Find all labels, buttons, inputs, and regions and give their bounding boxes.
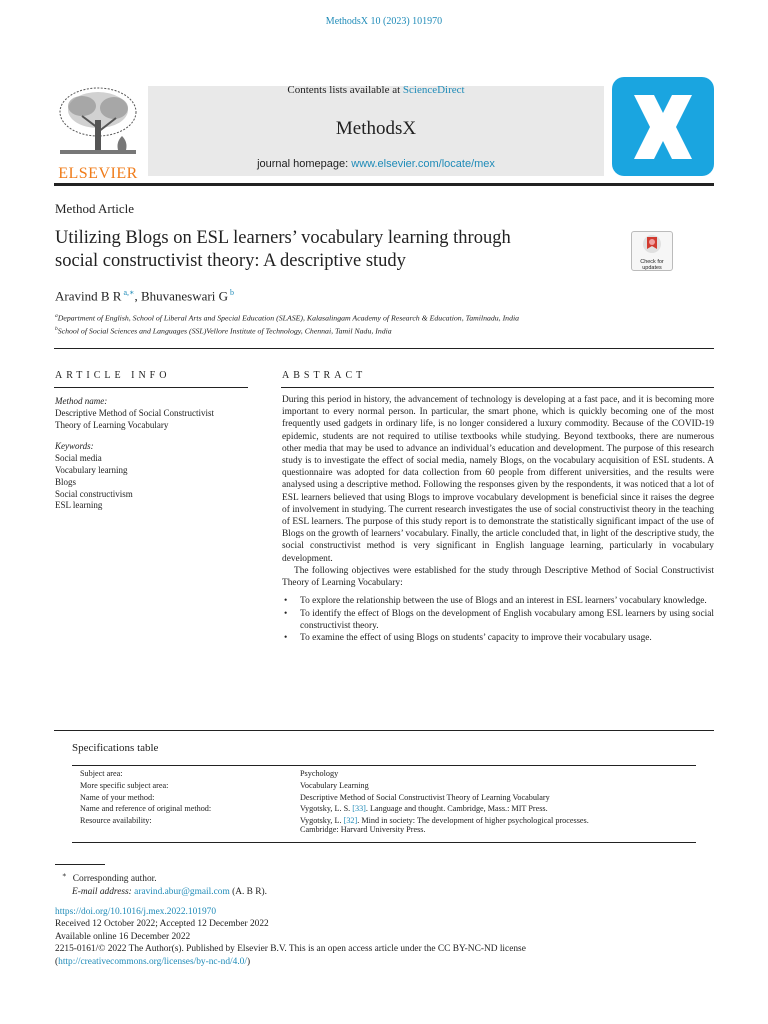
method-name-line: Descriptive Method of Social Constructivist — [55, 407, 214, 418]
spec-table — [80, 769, 680, 834]
abstract-body — [282, 394, 714, 645]
author-name: Bhuvaneswari G — [140, 288, 228, 304]
table-cell-value: Psychology — [300, 769, 339, 778]
contents-line — [148, 84, 604, 96]
keyword-item: Blogs — [55, 476, 77, 487]
table-cell-value: Descriptive Method of Social Constructivist Theory of Learning Vocabulary — [300, 792, 550, 802]
citation-link[interactable]: [32] — [343, 816, 358, 826]
article-type: Method Article — [55, 201, 135, 216]
table-row — [80, 804, 680, 816]
reference-text: Vygotsky, L. S. — [300, 804, 353, 814]
spec-table-top-rule — [72, 765, 696, 766]
footnote-email — [62, 886, 267, 898]
table-cell-label: Name and reference of original method: — [80, 804, 212, 814]
affiliation-item — [55, 311, 519, 324]
spec-table-title: Specifications table — [72, 742, 159, 754]
affiliation-text: School of Social Sciences and Languages (SSL)Vellore Institute of Technology, Chennai, Tamil Nadu, India — [57, 326, 392, 336]
table-cell-value — [300, 816, 680, 834]
author-affiliation-link[interactable]: a,∗ — [123, 288, 135, 297]
affiliation-mark: a — [55, 313, 58, 319]
keyword-item: Social constructivism — [55, 488, 133, 499]
footnote — [62, 869, 267, 898]
affiliations — [55, 311, 519, 336]
abstract-paragraph: The following objectives were established for the study through Descriptive Method of Social Constructivist Theory of Learning Vocabulary: — [282, 565, 714, 589]
citation-link[interactable]: [33] — [352, 804, 366, 814]
list-item: • To identify the effect of Blogs on the development of English vocabulary among ESL learners by using social constructivist theory. — [296, 608, 714, 633]
table-cell-label: Resource availability: — [80, 816, 152, 826]
paren-close: ) — [246, 956, 251, 967]
table-row — [80, 793, 680, 805]
license-link[interactable]: http://creativecommons.org/licenses/by-nc-nd/4.0/ — [58, 956, 247, 967]
keywords-label: Keywords: — [55, 441, 94, 452]
author-name: Aravind B R — [55, 288, 122, 304]
online-date: Available online 16 December 2022 — [55, 931, 191, 942]
article-info — [55, 396, 255, 512]
corresponding-author-text: Corresponding author. — [72, 874, 157, 885]
article-title — [55, 227, 511, 273]
header-rule — [54, 183, 714, 186]
methodsx-logo-icon — [612, 77, 714, 176]
objectives-list — [282, 595, 714, 645]
received-dates: Received 12 October 2022; Accepted 12 December 2022 — [55, 919, 269, 930]
reference-text: . Language and thought. Cambridge, Mass.: MIT Press. — [365, 804, 548, 814]
method-name-line: Theory of Learning Vocabulary — [55, 419, 169, 430]
reference-text: . Mind in society: The development of higher psychological processes. — [357, 816, 589, 826]
homepage-prefix: journal homepage: — [257, 158, 352, 170]
sciencedirect-link[interactable]: ScienceDirect — [402, 84, 465, 96]
running-header[interactable]: MethodsX 10 (2023) 101970 — [325, 16, 443, 27]
email-label: E-mail address: — [72, 886, 132, 897]
article-footer — [55, 906, 715, 968]
abstract-paragraph: During this period in history, the advancement of technology is developing at a fast pace, and it is becoming more important to every normal person. In particular, the smart phone, which is quickly becoming one of the most frequently used gadgets in ordinary life, is no longer considered a luxury commodity. Because of the COVID-19 epidemic, students are not required to utilise textbooks while studying. Beyond textbooks, there are numerous other media that may be used to advance an individual’s education and development. The purpose of this research study is to investigate the effect of social media, namely Blogs, on the vocabulary acquisition of ESL students. A questionnaire was adopted for data collection from 60 people from different universities, and the results were analysed using a descriptive method. Following the responses given by the respondents, it was noticed that a lot of ESL learners believed that using Blogs to improve vocabulary development is beneficial since it raises the degree of involvement in studying. The current research investigates the use of social constructivist theory in the teaching of ESL learners. The purpose of this study report is to demonstrate the statistically significant impact of the use of Blogs on the growth of learners’ vocabulary. Finally, the article concluded that, in light of the descriptive study, the social constructivist method is very significant in English language learning, particularly in vocabulary development. — [282, 395, 714, 564]
table-cell-value — [300, 804, 680, 816]
contents-prefix: Contents lists available at — [287, 84, 403, 96]
homepage-link[interactable]: www.elsevier.com/locate/mex — [351, 158, 495, 170]
author-line — [55, 288, 234, 304]
reference-text: Cambridge: Harvard University Press. — [300, 825, 426, 835]
check-updates-line1: Check for — [640, 259, 664, 265]
journal-name: MethodsX — [335, 118, 417, 139]
table-cell-value: Vocabulary Learning — [300, 780, 369, 790]
table-cell-label: Subject area: — [80, 769, 123, 778]
table-row — [80, 781, 680, 793]
doi-link[interactable]: https://doi.org/10.1016/j.mex.2022.101970 — [55, 907, 217, 917]
license-text: 2215-0161/© 2022 The Author(s). Published by Elsevier B.V. This is an open access article under the CC BY-NC-ND license — [55, 944, 526, 955]
affiliation-text: Department of English, School of Liberal Arts and Special Education (SLASE), Kalasalingam Academy of Research & Education, Tamilnadu, India — [57, 313, 520, 323]
article-info-heading: ARTICLE INFO — [55, 370, 171, 381]
elsevier-tree-icon — [52, 84, 144, 162]
keyword-item: Vocabulary learning — [55, 464, 128, 475]
list-item: • To explore the relationship between the use of Blogs and an interest in ESL learners’ vocabulary knowledge. — [296, 595, 714, 607]
license-line — [55, 956, 715, 968]
method-name-label: Method name: — [55, 396, 108, 406]
title-line: Utilizing Blogs on ESL learners’ vocabulary learning through — [55, 228, 511, 248]
table-row — [80, 816, 680, 834]
table-row — [80, 769, 680, 781]
keyword-item: ESL learning — [55, 500, 103, 511]
author-separator: , — [134, 288, 141, 304]
author-affiliation-link[interactable]: b — [229, 288, 234, 297]
table-cell-label: Name of your method: — [80, 792, 155, 802]
divider — [54, 730, 714, 731]
elsevier-logo — [52, 84, 144, 182]
email-link[interactable]: aravind.abur@gmail.com — [134, 886, 230, 897]
divider — [54, 387, 248, 388]
abstract-heading: ABSTRACT — [282, 370, 367, 381]
affiliation-item — [55, 324, 519, 337]
list-item: • To examine the effect of using Blogs on students’ capacity to improve their vocabulary usage. — [296, 632, 714, 644]
footnote-corresponding — [62, 869, 267, 886]
paren-open: ( — [55, 956, 59, 967]
elsevier-wordmark: ELSEVIER — [58, 165, 138, 182]
footnote-rule — [55, 864, 105, 865]
journal-homepage — [148, 158, 604, 170]
spec-table-bottom-rule — [72, 842, 696, 843]
divider — [281, 387, 714, 388]
footnote-mark: ∗ — [62, 871, 67, 879]
keyword-item: Social media — [55, 453, 102, 464]
check-updates-line2: updates — [642, 265, 662, 271]
bookmark-icon — [641, 234, 663, 254]
title-line: social constructivist theory: A descriptive study — [55, 251, 406, 271]
email-suffix: (A. B R). — [229, 886, 267, 897]
affiliation-mark: b — [55, 325, 58, 332]
table-cell-label: More specific subject area: — [80, 780, 169, 790]
reference-text: Vygotsky, L. — [300, 816, 344, 826]
divider — [54, 348, 714, 349]
check-for-updates-button[interactable] — [631, 231, 673, 271]
